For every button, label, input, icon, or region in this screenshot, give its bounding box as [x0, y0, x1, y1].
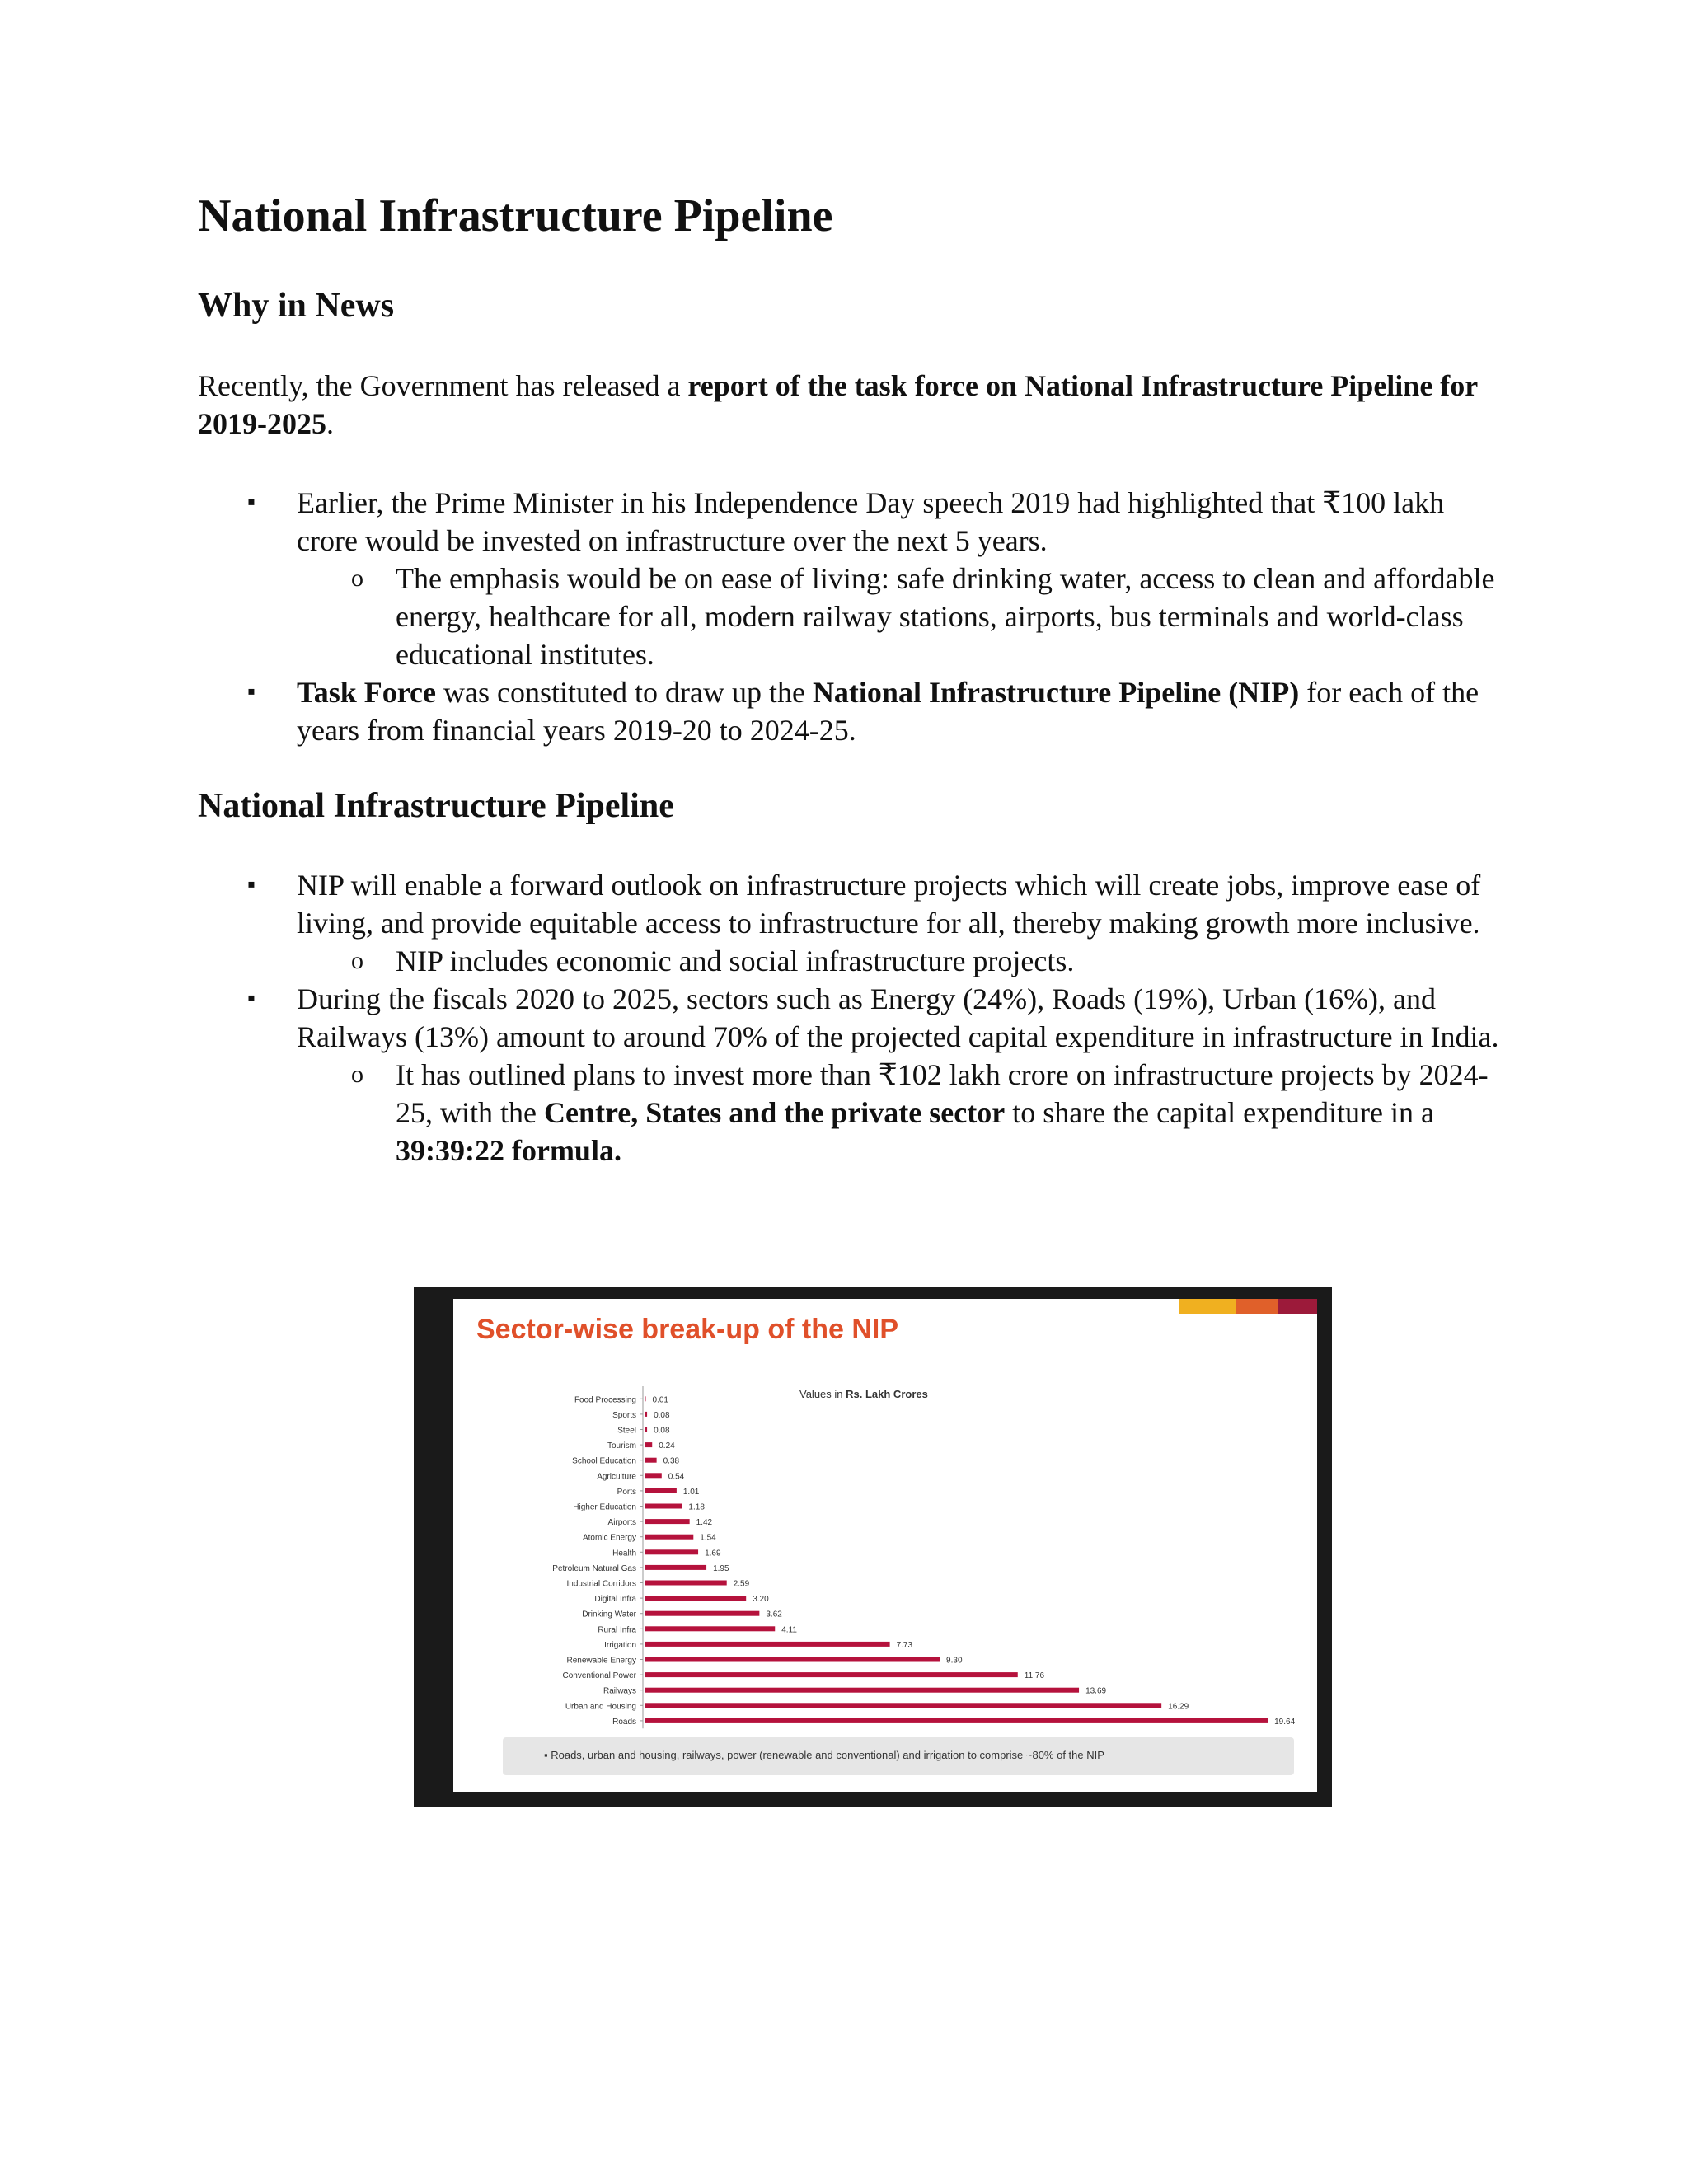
category-label: Digital Infra — [594, 1595, 636, 1605]
value-label: 0.38 — [663, 1456, 680, 1466]
bullet-text: to share the capital expenditure in a — [1005, 1096, 1434, 1130]
category-label: Petroleum Natural Gas — [552, 1563, 636, 1573]
units-bold: Rs. Lakh Crores — [846, 1388, 928, 1400]
bar — [645, 1488, 677, 1493]
value-label: 1.69 — [705, 1549, 721, 1558]
sub-bullet-list — [297, 942, 1500, 980]
bar — [645, 1442, 652, 1447]
units-prefix: Values in — [799, 1388, 846, 1400]
value-label: 1.01 — [682, 1487, 700, 1497]
value-label: 1.18 — [688, 1502, 705, 1512]
why-bullet-list — [198, 484, 1500, 749]
nip-heading: National Infrastructure Pipeline — [198, 786, 674, 825]
list-item — [198, 673, 1500, 749]
bar — [645, 1535, 693, 1540]
bar — [645, 1458, 657, 1463]
category-label: Airports — [607, 1518, 636, 1528]
list-item: o NIP includes economic and social infrastructure projects. — [297, 942, 1500, 980]
value-label: 0.01 — [652, 1395, 668, 1405]
category-label: School Education — [572, 1456, 636, 1466]
bar — [645, 1504, 682, 1509]
bullet-text: was constituted to draw up the — [436, 675, 813, 709]
category-label: Atomic Energy — [582, 1533, 636, 1543]
bar — [645, 1611, 759, 1616]
value-label: 3.20 — [753, 1595, 769, 1605]
value-label: 1.42 — [696, 1518, 713, 1528]
list-item: o The emphasis would be on ease of living: safe drinking water, access to clean and affordable energy, healthcare for all, modern railway stations, airports, bus terminals and world-class educational institutes. — [297, 560, 1500, 673]
intro-bold: report of the task force on National Infrastructure Pipeline for 2019-2025 — [198, 368, 1478, 440]
bar — [645, 1703, 1161, 1708]
category-label: Renewable Energy — [566, 1656, 636, 1666]
sub-bullet-list — [297, 1056, 1500, 1169]
list-item — [297, 1056, 1500, 1169]
category-label: Higher Education — [573, 1502, 636, 1512]
value-label: 0.24 — [659, 1441, 675, 1451]
bar-chart — [453, 1299, 1317, 1736]
category-label: Drinking Water — [582, 1610, 636, 1619]
value-label: 4.11 — [781, 1625, 797, 1635]
category-label: Food Processing — [574, 1395, 636, 1405]
value-label: 3.62 — [766, 1610, 782, 1619]
bar — [645, 1596, 746, 1601]
chart-figure — [414, 1287, 1332, 1807]
intro-text-2: . — [326, 406, 334, 440]
value-label: 9.30 — [946, 1656, 963, 1666]
category-label: Tourism — [607, 1441, 636, 1451]
intro-text-1: Recently, the Government has released a — [198, 368, 688, 402]
bar — [645, 1549, 698, 1554]
bar — [645, 1427, 647, 1432]
nip-bullet-list — [198, 866, 1500, 1169]
bar — [645, 1565, 706, 1570]
bullet-bold: 39:39:22 formula. — [396, 1134, 621, 1168]
bullet-bold: Task Force — [297, 675, 437, 709]
bar — [645, 1626, 775, 1631]
value-label: 1.95 — [713, 1563, 729, 1573]
value-label: 19.64 — [1274, 1717, 1296, 1727]
category-label: Rural Infra — [598, 1625, 636, 1635]
category-label: Railways — [603, 1686, 636, 1696]
bar — [645, 1519, 690, 1524]
sub-bullet-list — [297, 560, 1500, 673]
bullet-bold: National Infrastructure Pipeline (NIP) — [812, 675, 1300, 709]
bar — [645, 1642, 890, 1647]
chart-title: Sector-wise break-up of the NIP — [476, 1314, 898, 1345]
category-label: Steel — [617, 1426, 636, 1436]
why-in-news-heading: Why in News — [198, 287, 395, 326]
bullet-text: for each of the years from financial years 2019-20 to 2024-25. — [297, 675, 1479, 747]
list-item — [198, 866, 1500, 980]
value-label: 13.69 — [1085, 1686, 1107, 1696]
category-label: Urban and Housing — [565, 1702, 636, 1712]
value-label: 11.76 — [1024, 1671, 1045, 1681]
category-label: Roads — [612, 1717, 636, 1727]
category-label: Irrigation — [604, 1640, 636, 1650]
bullet-text: It has outlined plans to invest more than ₹102 lakh crore on infrastructure projects by 2024-25, with the — [396, 1058, 1489, 1130]
value-label: 7.73 — [896, 1640, 913, 1650]
page-title: National Infrastructure Pipeline — [198, 190, 833, 241]
category-label: Agriculture — [597, 1472, 636, 1482]
value-label: 0.08 — [654, 1426, 670, 1436]
bar — [645, 1718, 1268, 1723]
bullet-text: During the fiscals 2020 to 2025, sectors such as Energy (24%), Roads (19%), Urban (16%), and Railways (13%) amount to around 70% of the projected capital expenditure in infrastructure in India. — [297, 982, 1499, 1054]
bar — [645, 1672, 1018, 1677]
bullet-text: NIP will enable a forward outlook on infrastructure projects which will create jobs, improve ease of living, and provide equitable access to infrastructure for all, thereby making growth more inclusive. — [297, 869, 1481, 940]
bar — [645, 1412, 647, 1417]
bullet-bold: Centre, States and the private sector — [543, 1096, 1006, 1130]
category-label: Ports — [617, 1487, 636, 1497]
category-label: Industrial Corridors — [566, 1579, 636, 1589]
document-page — [198, 190, 1500, 1206]
value-label: 2.59 — [733, 1579, 750, 1589]
chart-slide — [453, 1299, 1317, 1792]
bar — [645, 1688, 1079, 1693]
bar — [645, 1473, 662, 1478]
intro-paragraph — [198, 367, 1500, 443]
category-label: Conventional Power — [562, 1671, 636, 1681]
category-label: Sports — [612, 1410, 636, 1420]
value-label: 1.54 — [700, 1533, 716, 1543]
bullet-text: Earlier, the Prime Minister in his Independence Day speech 2019 had highlighted that ₹100 lakh crore would be invested on infrastructure over the next 5 years. — [297, 485, 1445, 557]
value-label: 0.54 — [668, 1472, 685, 1482]
bar — [645, 1581, 727, 1586]
bar — [645, 1657, 940, 1662]
list-item — [198, 484, 1500, 673]
value-label: 0.08 — [654, 1410, 670, 1420]
category-label: Health — [612, 1549, 636, 1558]
list-item — [198, 980, 1500, 1169]
value-label: 16.29 — [1168, 1702, 1189, 1712]
bar — [645, 1396, 646, 1401]
chart-footnote: ▪ Roads, urban and housing, railways, power (renewable and conventional) and irrigation to comprise ~80% of the NIP — [544, 1749, 1104, 1761]
